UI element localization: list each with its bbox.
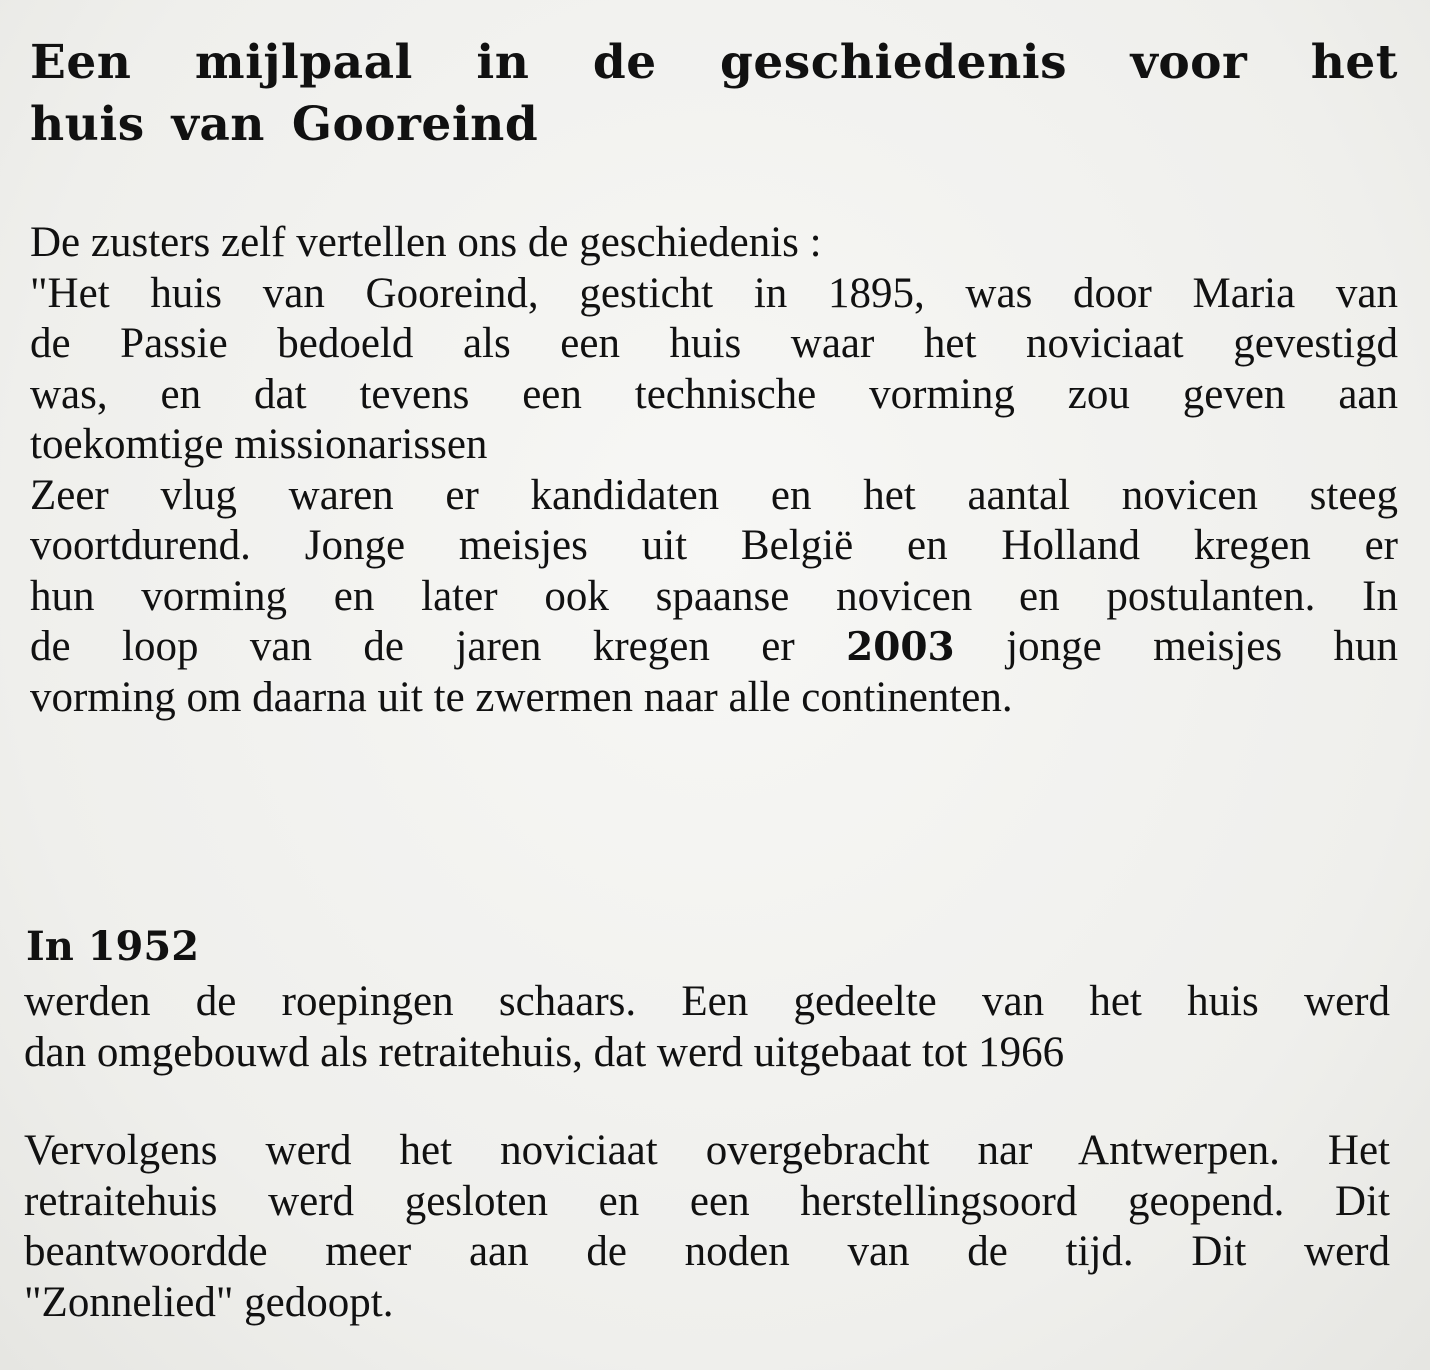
intro-line: Zeer vlug waren er kandidaten en het aantal novicen steeg	[30, 471, 1398, 519]
intro-paragraph	[30, 218, 1398, 723]
page-title	[30, 32, 1398, 156]
section-heading-1952: In 1952	[26, 923, 200, 970]
title-line-1: Een mijlpaal in de geschiedenis voor het	[30, 35, 1398, 90]
paragraph-1952-line: werden de roepingen schaars. Een gedeelte van het huis werd	[24, 978, 1390, 1025]
paragraph-1952-line: dan omgebouwd als retraitehuis, dat werd uitgebaat tot 1966	[24, 1028, 1065, 1076]
intro-line-with-number	[30, 622, 1398, 673]
intro-lead-line: De zusters zelf vertellen ons de geschiedenis :	[30, 219, 822, 266]
title-line-2: huis van Gooreind	[30, 97, 539, 152]
paragraph-vervolgens-line: retraitehuis werd gesloten en een herstellingsoord geopend. Dit	[24, 1177, 1390, 1225]
intro-line: hun vorming en later ook spaanse novicen en postulanten. In	[30, 572, 1398, 620]
paragraph-vervolgens-line: Vervolgens werd het noviciaat overgebracht nar Antwerpen. Het	[24, 1127, 1390, 1174]
intro-number-suffix: jonge meisjes hun	[1006, 623, 1399, 670]
paragraph-vervolgens-line: "Zonnelied" gedoopt.	[24, 1278, 394, 1326]
intro-last-line: vorming om daarna uit te zwermen naar alle continenten.	[30, 673, 1013, 721]
paragraph-vervolgens-line: beantwoordde meer aan de noden van de tijd. Dit werd	[24, 1228, 1390, 1275]
intro-number-prefix: de loop van de jaren kregen er	[30, 623, 795, 670]
paragraph-1952	[24, 977, 1390, 1078]
intro-line: "Het huis van Gooreind, gesticht in 1895, was door Maria van	[30, 269, 1398, 317]
intro-line: toekomtige missionarissen	[30, 421, 488, 468]
intro-line: de Passie bedoeld als een huis waar het noviciaat gevestigd	[30, 320, 1398, 367]
novice-count: 2003	[846, 624, 955, 670]
intro-line: was, en dat tevens een technische vorming zou geven aan	[30, 370, 1398, 418]
paragraph-vervolgens	[24, 1126, 1390, 1328]
intro-line: voortdurend. Jonge meisjes uit België en Holland kregen er	[30, 522, 1398, 569]
